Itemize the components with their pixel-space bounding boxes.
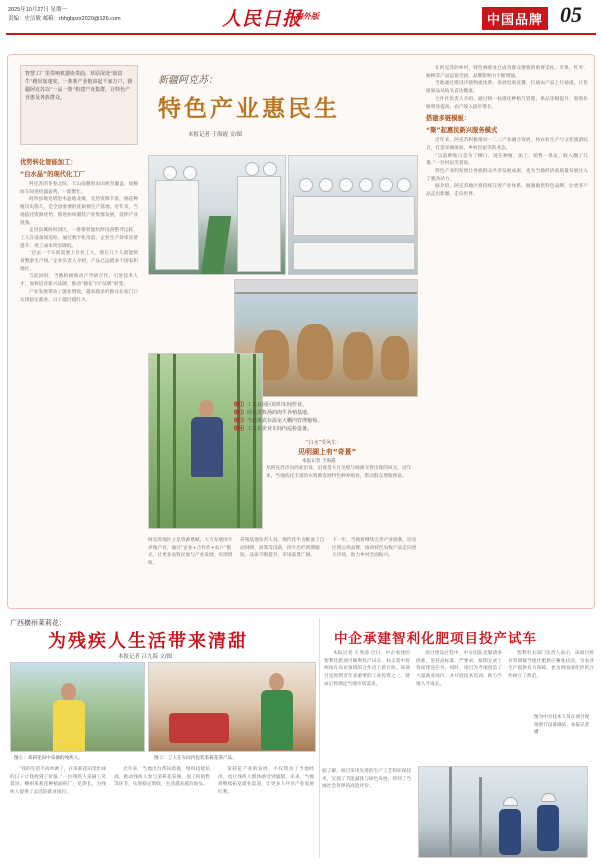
column-divider bbox=[319, 618, 320, 858]
article-kicker: 广西横州莱莉花： bbox=[10, 619, 66, 627]
paragraph: 阿拜县地处塔里木盆地北缘，光热资源丰富，棉花种植历史悠久，是全国重要的优质棉生产基地。近年来，当地依托资源优势，推进纺织服装产业集群发展，延伸产业链条。 bbox=[20, 197, 138, 226]
right-section-heading: 搭建多链模板： bbox=[426, 115, 471, 123]
yarn-roll bbox=[359, 178, 373, 192]
picker-figure bbox=[51, 683, 85, 752]
photo-greenhouse-farmer bbox=[148, 353, 263, 529]
person-head bbox=[269, 673, 284, 691]
sidebar-kicker: “白水”受风生： bbox=[306, 440, 342, 446]
caption-text: 当地果农在温室大棚内管理葡萄。 bbox=[247, 418, 323, 424]
lead-summary: 智慧工厂里奏响机器协奏曲，草原深处“致富牛”跑出加速度，一条条产业链串起千家万户，新疆阿克苏以“一品一策”构建产业集群，让特色产业惠及各族群众。 bbox=[20, 65, 138, 145]
issue-weekday: 星期一 bbox=[50, 7, 68, 13]
paragraph: 在阿克苏的乡村，特色林果业已成为群众增收的重要支柱。苹果、红枣、核桃等产品远销全国，品牌影响力不断增强。 bbox=[426, 66, 588, 79]
photo-plant-workers bbox=[418, 766, 588, 858]
plant-structure bbox=[449, 767, 452, 858]
helmet bbox=[541, 793, 556, 802]
yarn-roll bbox=[183, 166, 197, 180]
article-column bbox=[416, 650, 502, 762]
plant-structure bbox=[479, 777, 482, 858]
yarn-roll bbox=[245, 162, 259, 176]
photo-textile-workshop bbox=[148, 155, 286, 275]
feature-headline-block bbox=[158, 71, 418, 123]
editor-email: 邮箱：rbhgbpzx2020@126.com bbox=[42, 16, 121, 22]
photo-caption: 图①：茉莉花田中采摘的残疾人。 bbox=[14, 756, 83, 761]
article-column bbox=[218, 766, 314, 862]
caption-item bbox=[234, 417, 418, 425]
photo-tea-packaging bbox=[148, 662, 316, 752]
sidebar-headline-block bbox=[266, 439, 416, 464]
feature-kicker: 新疆阿克苏： bbox=[158, 75, 218, 86]
cow bbox=[343, 332, 373, 380]
photo-captions bbox=[234, 401, 418, 437]
editor-name: 责编：史洁敏 bbox=[8, 16, 42, 22]
caption-text: 工人在企业车间内巡检设备。 bbox=[247, 426, 313, 432]
vine bbox=[157, 354, 160, 529]
paragraph: 据了解，项目采用先进的生产工艺和环保技术，实现了节能减排与绿色发展，得到了当地社会各界的高度评价。 bbox=[322, 769, 412, 790]
article-column bbox=[10, 766, 106, 862]
feature-mid-columns bbox=[148, 537, 418, 607]
caption-item bbox=[234, 401, 418, 409]
caption-text: 阿克苏牧场的肉牛养殖基地。 bbox=[247, 410, 313, 416]
vine bbox=[253, 354, 256, 529]
feature-headline: 特色产业惠民生 bbox=[158, 96, 340, 122]
photo-caption: 图②：工人在车间内包装茉莉花茶产品。 bbox=[154, 756, 237, 761]
barn-roof bbox=[235, 280, 418, 294]
mid-column: 下一步，当地将继续完善产业链条，培育区域公用品牌，推动特色农牧产品走向更大市场，助力乡村全面振兴。 bbox=[332, 538, 417, 559]
paragraph: 近年来，当地出台帮扶措施，组织技能培训，推动残疾人参与茉莉花采摘、加工和销售等环节，实现稳定增收，生活越来越有盼头。 bbox=[114, 767, 210, 788]
masthead-rule bbox=[6, 33, 596, 35]
masthead-meta bbox=[8, 6, 121, 24]
mid-column: 养殖基地负责人说，现代化牛舍配备了自动饲喂、清粪等设备，肉牛出栏周期缩短，品质不断提升，市场前景广阔。 bbox=[240, 538, 325, 559]
feature-right-column bbox=[426, 65, 588, 605]
yarn-roll bbox=[299, 178, 313, 192]
left-section-subheading: “白水晶”的现代化工厂 bbox=[20, 171, 85, 178]
farmer-figure bbox=[189, 400, 223, 490]
worker-figure bbox=[537, 793, 559, 853]
paragraph: 近年来，阿克苏积极推动一二三产业融合发展，将农业生产与文化旅游结合，打造采摘体验、乡村民宿等新业态。 bbox=[426, 138, 588, 151]
worker-figure bbox=[499, 797, 521, 857]
feature-left-column bbox=[20, 155, 138, 605]
article-byline: 本报记者 吕九海 文/图 bbox=[118, 654, 173, 660]
paragraph: 特色产业的发展让各族群众共享发展成果，也为当地经济高质量发展注入了强劲动力。 bbox=[426, 169, 588, 182]
photo-jasmine-picker bbox=[10, 662, 145, 752]
machine-row bbox=[237, 176, 281, 272]
article-chile-fertilizer bbox=[322, 618, 597, 863]
article-column bbox=[114, 766, 210, 862]
machine-row bbox=[293, 242, 415, 270]
person-head bbox=[199, 400, 214, 418]
yarn-roll bbox=[319, 178, 333, 192]
article-title: 为残疾人生活带来清甜 bbox=[48, 631, 248, 652]
caption-label: 图② bbox=[234, 410, 245, 416]
photo-side-caption: 图为中方技术人员在项目现场进行设备调试。本报记者 摄 bbox=[534, 715, 590, 735]
paragraph: 茉莉花产业的发展，不仅带动了当地经济，也让残疾人群体感受到温暖。未来，当地将继续拓宽就业渠道，让更多人共享产业发展红利。 bbox=[218, 767, 314, 796]
page-number: 05 bbox=[560, 2, 582, 27]
vine bbox=[173, 354, 176, 529]
paragraph: 本报记者 王秀清 近日，中企承建的智利化肥项目顺利投产试车，标志着中智两国在农业领域的合作迈上新台阶。该项目是智利近年来重要的工业投资之一，建成后将满足当地市场需求。 bbox=[324, 651, 410, 687]
paragraph: “以前种地只是为了糊口，现在种植、加工、销售一条龙，收入翻了几番。”一位村民笑着说。 bbox=[426, 153, 588, 167]
sidebar-byline: 本报记者 于海霞 bbox=[302, 459, 336, 464]
cow bbox=[381, 336, 409, 380]
machine-row bbox=[155, 180, 199, 270]
article-column bbox=[324, 650, 410, 762]
paragraph: 阿克苏的冬春之际，天山南麓的农田被雪覆盖，而棉纺车间里机器轰鸣，一派繁忙。 bbox=[20, 182, 138, 195]
photo-spinning-machines bbox=[288, 155, 418, 275]
caption-label: 图③ bbox=[234, 418, 245, 424]
yarn-roll bbox=[339, 178, 353, 192]
paragraph: 产业发展带动了就业增收，越来越多的群众在家门口实现稳定就业，日子越过越红火。 bbox=[20, 289, 138, 303]
person-body bbox=[261, 690, 293, 750]
caption-text: 工人在园区纺织车间作业。 bbox=[247, 402, 308, 408]
feature-byline: 本报记者 于海霞 文/图 bbox=[188, 132, 243, 138]
vine bbox=[237, 354, 240, 529]
mid-column: 阿克苏地区立足资源禀赋，大力发展肉牛养殖产业，通过“企业+合作社+农户”模式，让更多农牧民参与产业发展，实现增收。 bbox=[148, 538, 233, 567]
caption-item bbox=[234, 409, 418, 417]
yarn-roll bbox=[397, 178, 411, 192]
yarn-roll bbox=[379, 178, 393, 192]
paragraph: 与此同时，当地积极推动产学研合作，引进技术人才，加快培育新兴品牌，推动“棉花”向“品牌”转变。 bbox=[20, 274, 138, 288]
right-section-subheading: “聚”起惠民新兴服务模式 bbox=[426, 127, 498, 135]
paragraph: 项目建设过程中，中方团队克服诸多困难，坚持高标准、严要求，按期完成了各项建设任务。同时，项目为当地创造了大量就业岗位，并开展技术培训，助力当地人才成长。 bbox=[416, 651, 502, 687]
yarn-roll bbox=[263, 162, 277, 176]
newspaper-logo: 人民日报 bbox=[222, 8, 303, 30]
section-tag: 中国品牌 bbox=[482, 7, 548, 30]
paragraph: 当地通过建设冷链物流体系、发展电商直播，打通农产品上行通道，让优质果品从枝头直达餐桌。 bbox=[426, 81, 588, 95]
edition-label: 海外版 bbox=[295, 12, 319, 21]
tea-box bbox=[169, 713, 229, 743]
article-column bbox=[322, 768, 414, 860]
caption-item bbox=[234, 425, 418, 433]
worker-figure bbox=[259, 673, 293, 752]
paragraph: “我的生活不再单调了，在茉莉花田里忙碌的日子让我找到了价值。”一位残疾人采摘工笑着说。横州茉莉花种植面积广，花期长，为残疾人提供了灵活的就业岗位。 bbox=[10, 767, 106, 796]
paragraph: 据介绍，阿克苏地区将持续完善产业体系，做强做优特色品牌，让更多产品走出新疆、走向世界。 bbox=[426, 184, 588, 198]
paragraph: 走进县城纺织园区，一排排智能纺纱设备整齐运转，工人在设备间巡检。通过数字化改造，企业生产效率显著提升，用工成本明显降低。 bbox=[20, 228, 138, 249]
person-body bbox=[191, 417, 223, 477]
article-title: 中企承建智利化肥项目投产试车 bbox=[334, 631, 537, 647]
sidebar-text: 从阿克苏市向西北出发，沿途是大片戈壁与绿洲交替出现的风光。近年来，当地依托丰富的水资源发展特色种养殖业，带动群众增收致富。 bbox=[266, 466, 412, 479]
caption-label: 图④ bbox=[234, 426, 245, 432]
yarn-roll bbox=[163, 166, 177, 180]
paragraph: 智利有关部门负责人表示，该项目将有效缓解当地化肥供应紧张状况，为农业生产提供有力保障，也为两国深化经贸合作树立了典范。 bbox=[508, 651, 594, 680]
left-section-heading: 优势转化智能加工： bbox=[20, 159, 77, 166]
helmet bbox=[503, 797, 518, 806]
workshop-aisle bbox=[201, 216, 231, 275]
worker-body bbox=[537, 805, 559, 851]
paragraph: “过去一个车间需要上百名工人，现在几个人就能照看整条生产线。”企业负责人介绍，产品已远销多个国家和地区。 bbox=[20, 251, 138, 272]
sidebar-title: 见明湖上有“奇景” bbox=[298, 448, 357, 456]
masthead bbox=[0, 0, 602, 46]
article-guangxi-jasmine bbox=[8, 618, 318, 863]
person-body bbox=[53, 700, 85, 752]
worker-body bbox=[499, 809, 521, 855]
cow bbox=[297, 324, 333, 380]
caption-label: 图① bbox=[234, 402, 245, 408]
feature-article bbox=[7, 54, 595, 609]
person-head bbox=[61, 683, 76, 701]
machine-row bbox=[293, 196, 415, 236]
issue-date: 2025年10月27日 bbox=[8, 7, 49, 13]
paragraph: 合作社负责人介绍，通过统一标准化种植与管理，果品等级提升，收购价格明显提高，农户收入稳步增长。 bbox=[426, 96, 588, 110]
